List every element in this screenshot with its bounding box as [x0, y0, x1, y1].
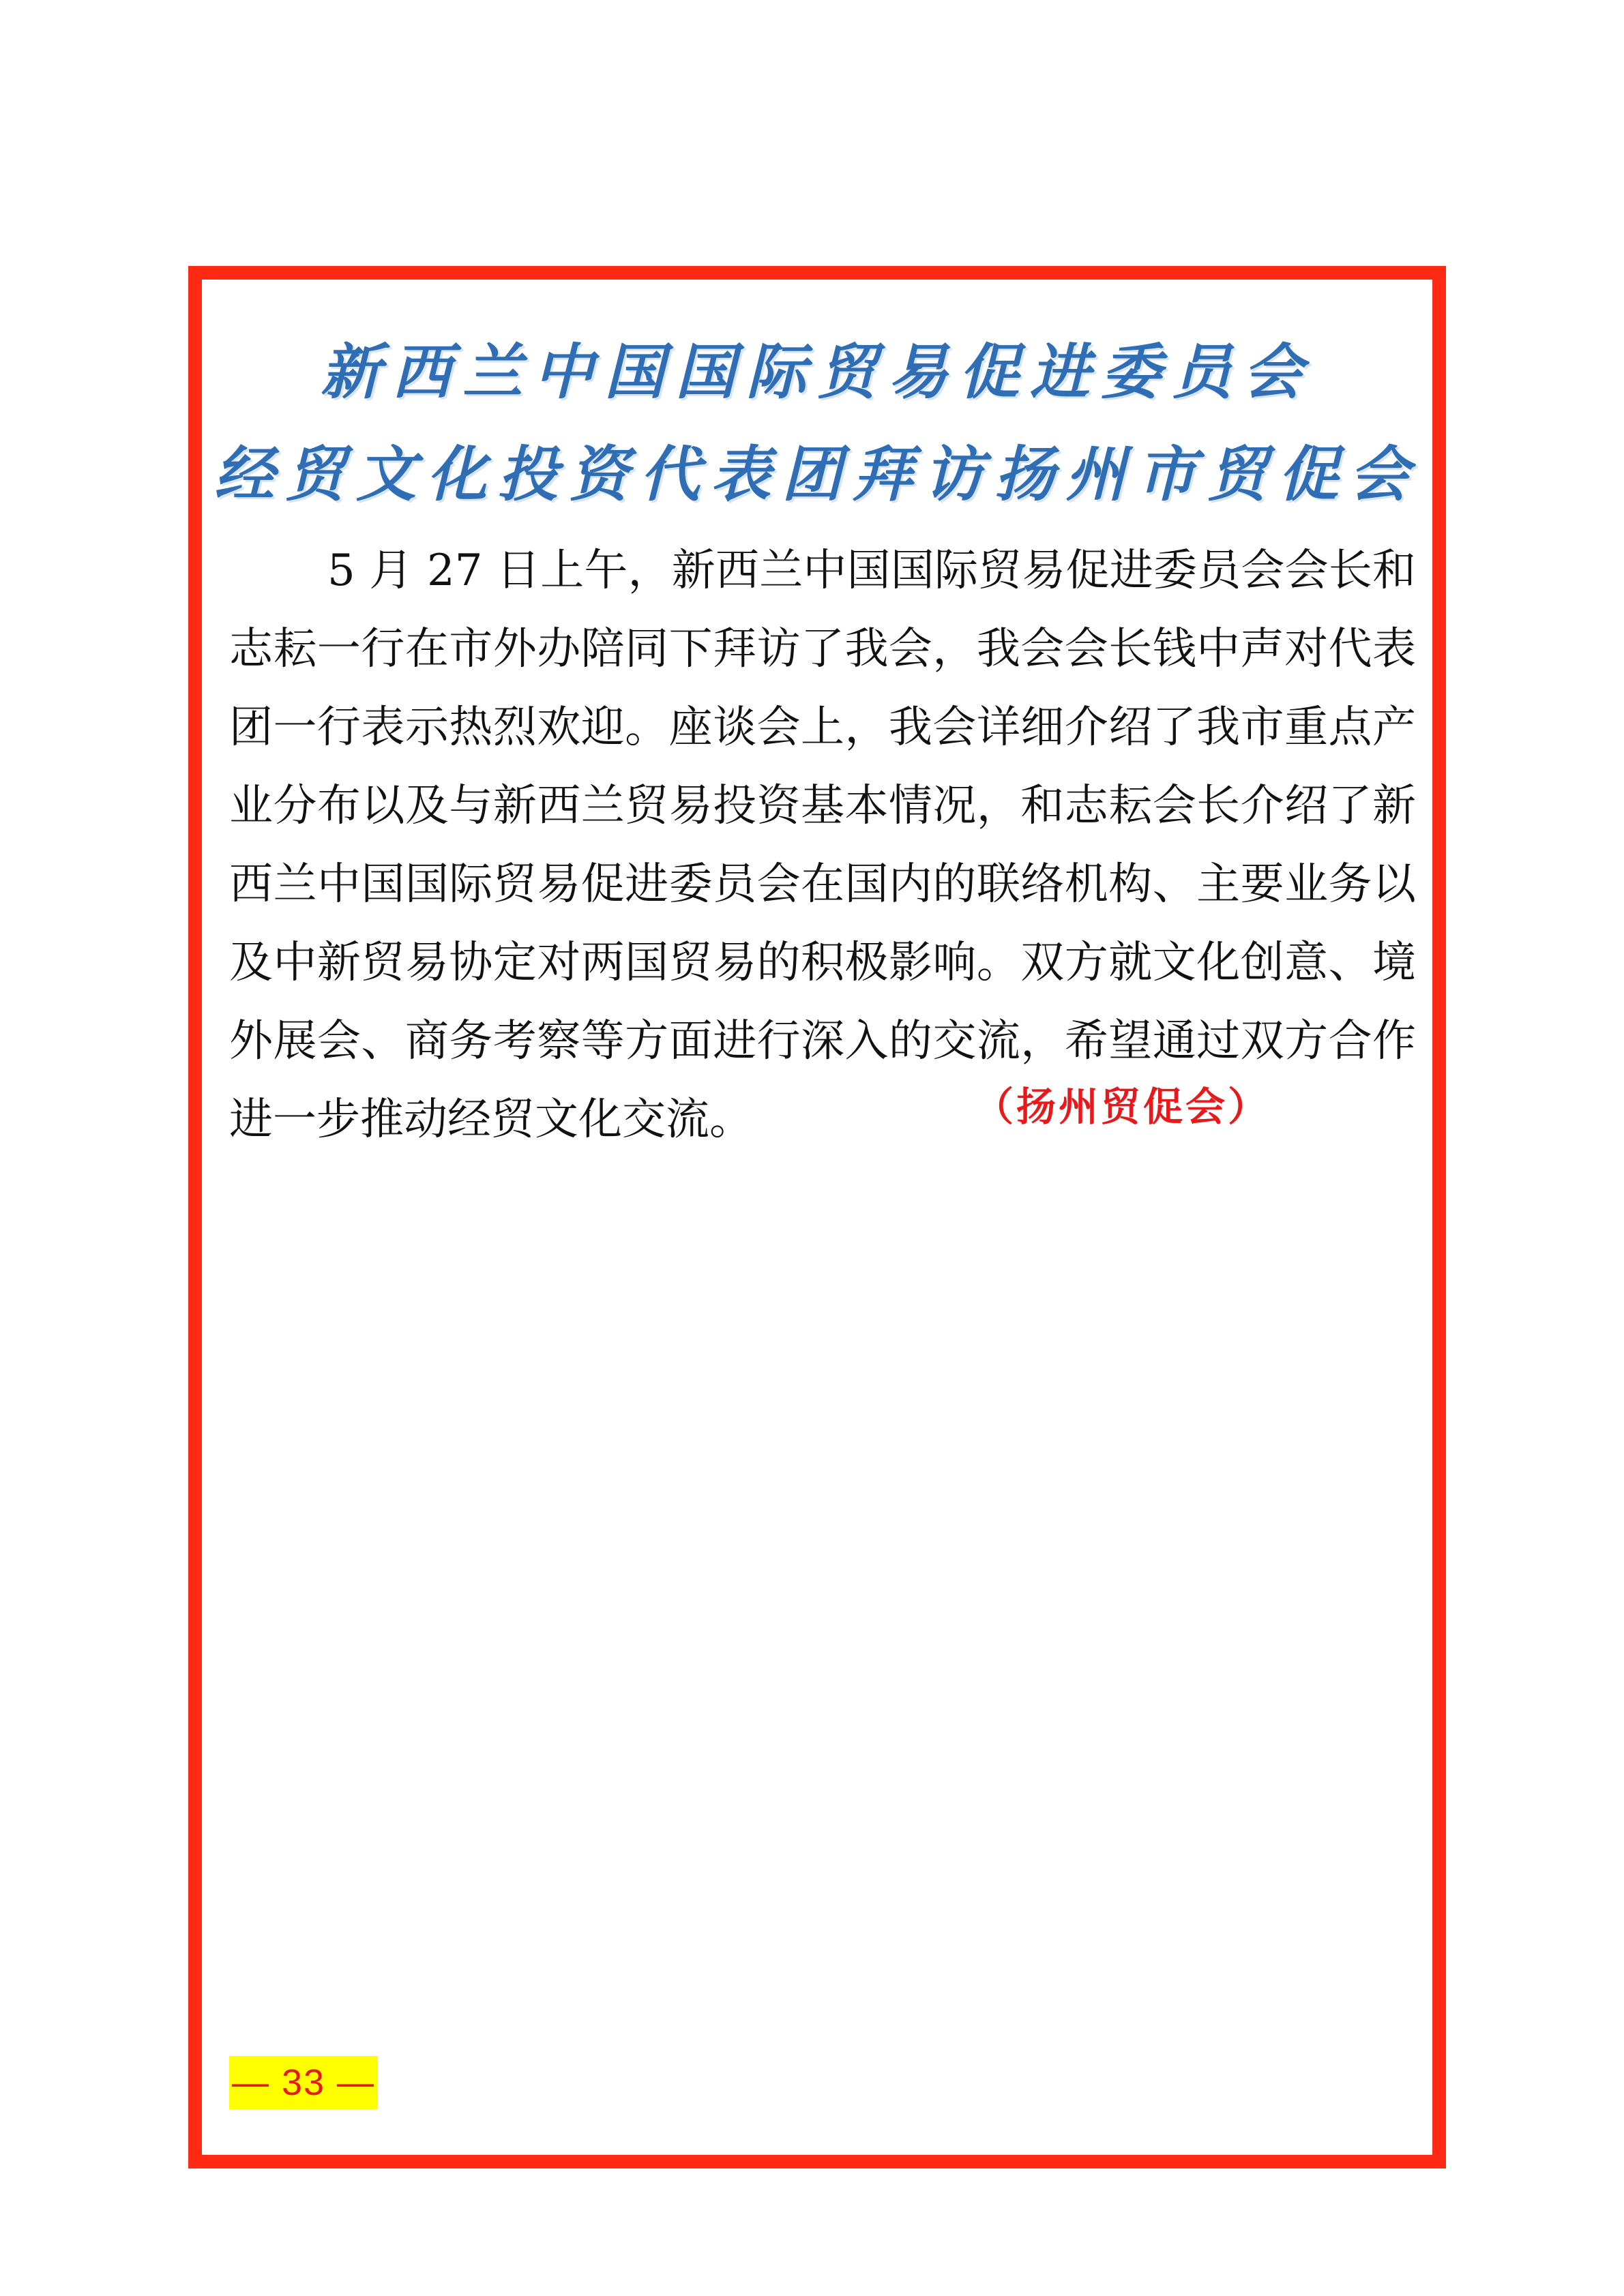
article-title	[202, 320, 1432, 525]
article-source: （扬州贸促会）	[974, 1084, 1271, 1130]
page-border-frame	[188, 266, 1446, 2168]
title-line-1: 新西兰中国国际贸易促进委员会	[320, 336, 1314, 407]
title-line-2: 经贸文化投资代表团拜访扬州市贸促会	[213, 438, 1420, 509]
page-number: — 33 —	[229, 2056, 378, 2109]
article-body: 5 月 27 日上午，新西兰中国国际贸易促进委员会会长和志耘一行在市外办陪同下拜访了我会，我会会长钱中声对代表团一行表示热烈欢迎。座谈会上，我会详细介绍了我市重点产业分布以及与新西兰贸易投资基本情况，和志耘会长介绍了新西兰中国国际贸易促进委员会在国内的联络机构、主要业务以及中新贸易协定对两国贸易的积极影响。双方就文化创意、境外展会、商务考察等方面进行深入的交流，希望通过双方合作进一步推动经贸文化交流。	[229, 546, 1416, 1145]
